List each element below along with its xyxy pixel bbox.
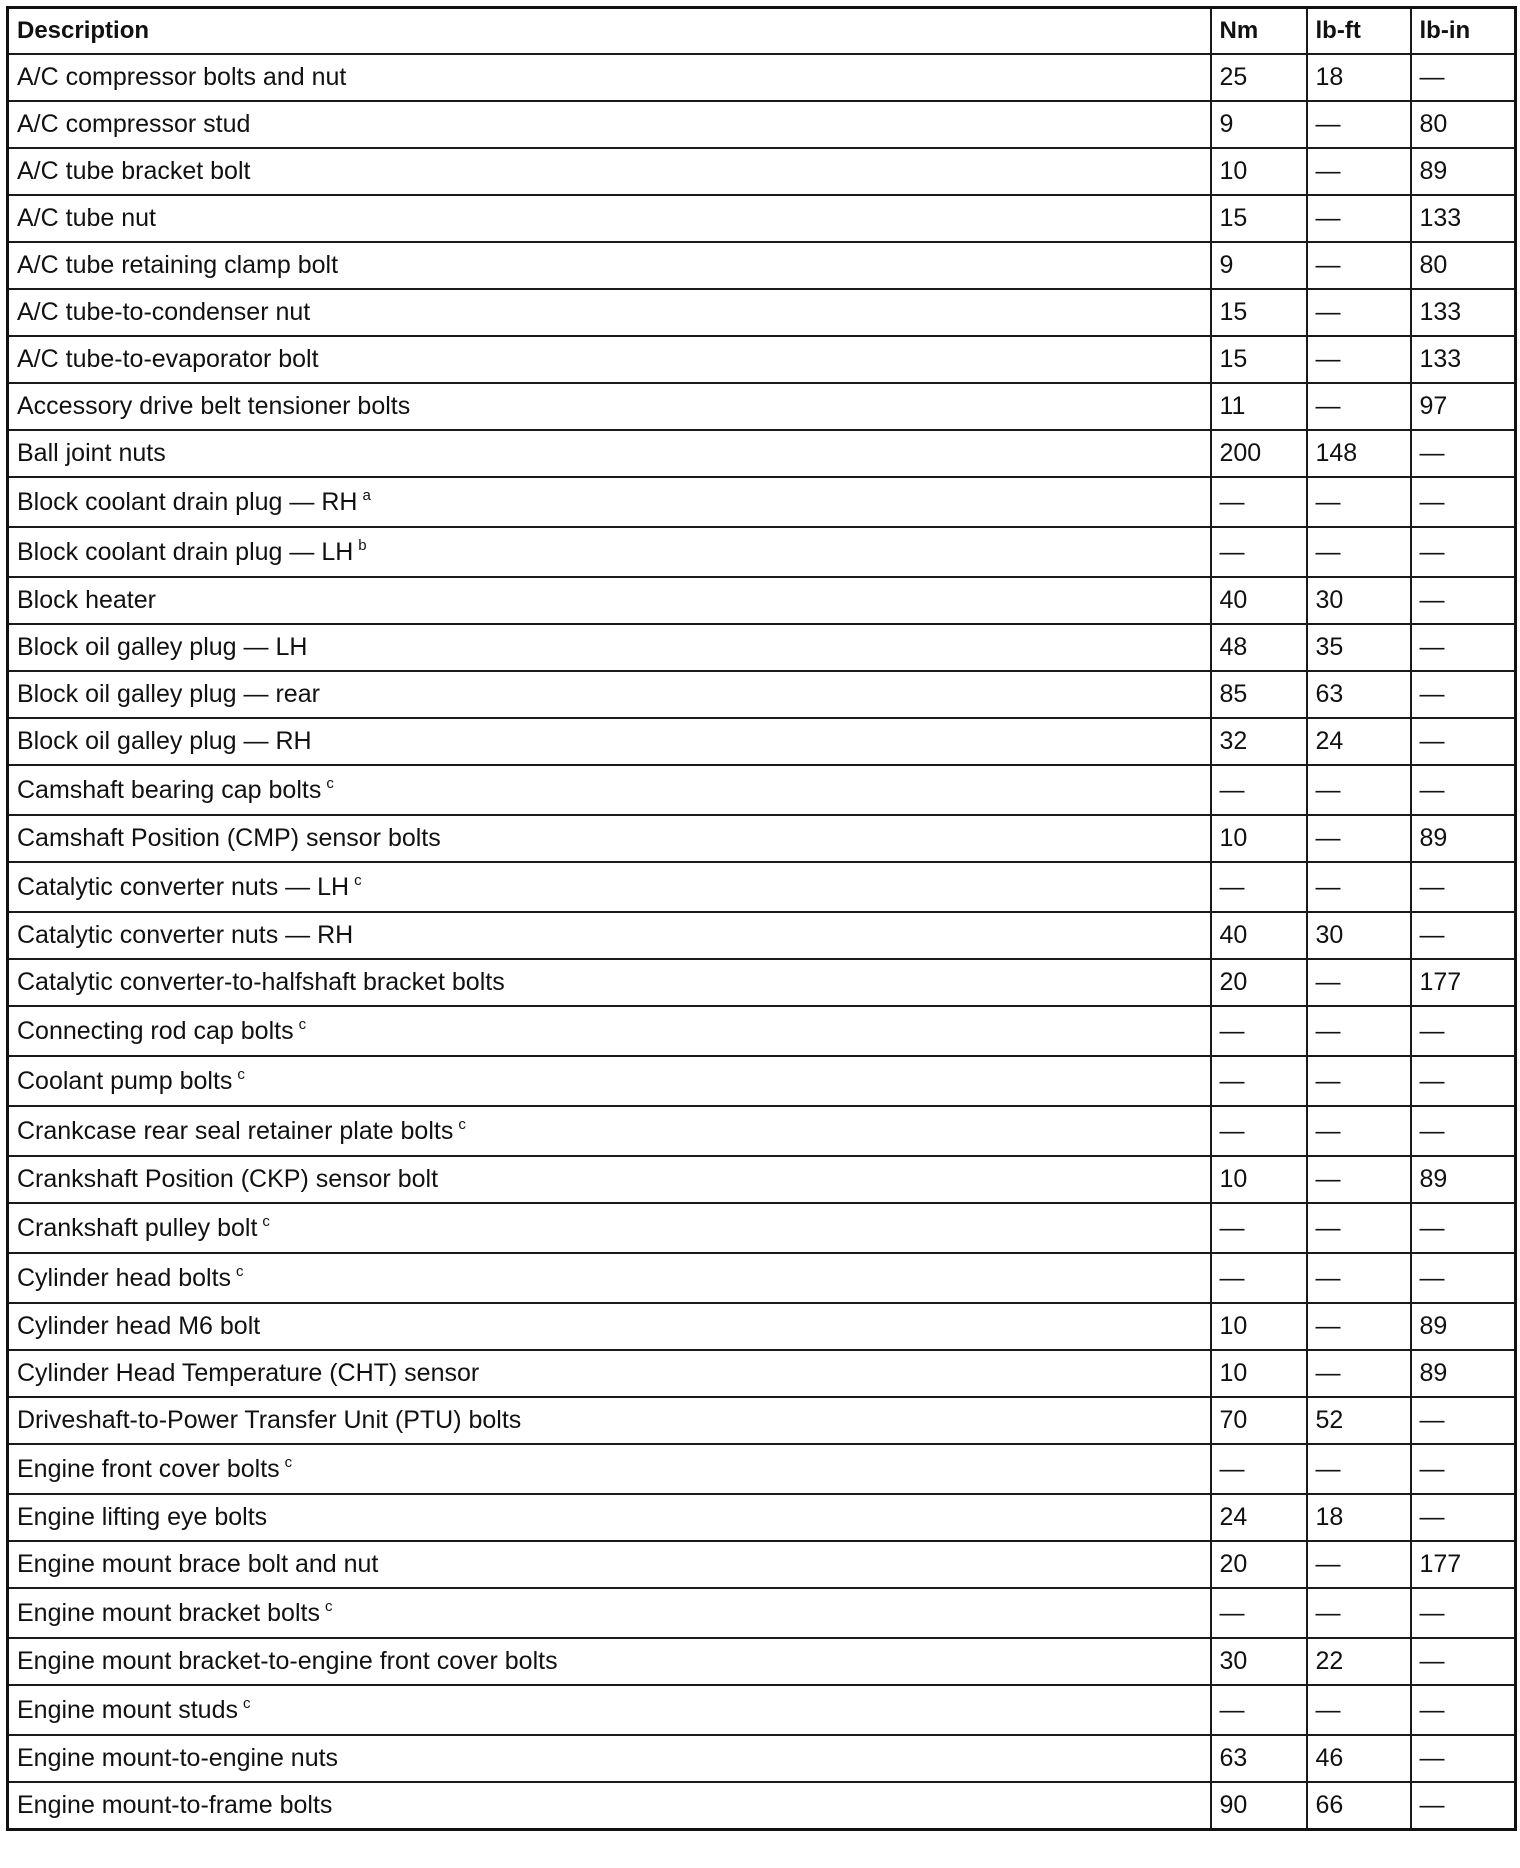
- cell-nm: 200: [1211, 430, 1307, 477]
- cell-lb-ft: —: [1307, 815, 1411, 862]
- table-row: [8, 1494, 1516, 1541]
- table-body: [8, 54, 1516, 1830]
- cell-description: [8, 624, 1211, 671]
- cell-lb-ft: —: [1307, 1541, 1411, 1588]
- cell-description: [8, 477, 1211, 527]
- cell-lb-ft: —: [1307, 101, 1411, 148]
- cell-lb-in: 89: [1411, 148, 1516, 195]
- cell-lb-ft: —: [1307, 1588, 1411, 1638]
- cell-lb-ft: —: [1307, 765, 1411, 815]
- table-row: [8, 1203, 1516, 1253]
- description-text: A/C compressor bolts and nut: [17, 63, 347, 91]
- table-row: [8, 1303, 1516, 1350]
- cell-nm: —: [1211, 765, 1307, 815]
- table-row: [8, 1782, 1516, 1830]
- cell-lb-ft: 18: [1307, 54, 1411, 101]
- description-text: Engine lifting eye bolts: [17, 1503, 268, 1531]
- torque-spec-table: [6, 6, 1517, 1831]
- cell-nm: 32: [1211, 718, 1307, 765]
- table-row: [8, 1253, 1516, 1303]
- cell-lb-in: —: [1411, 1203, 1516, 1253]
- cell-description: [8, 1397, 1211, 1444]
- cell-lb-ft: 18: [1307, 1494, 1411, 1541]
- cell-description: [8, 1685, 1211, 1735]
- description-text: Ball joint nuts: [17, 439, 166, 467]
- header-lb-ft: lb-ft: [1307, 8, 1411, 55]
- cell-lb-in: —: [1411, 54, 1516, 101]
- cell-description: [8, 1203, 1211, 1253]
- footnote-marker: c: [324, 1598, 333, 1615]
- cell-nm: 24: [1211, 1494, 1307, 1541]
- cell-nm: 10: [1211, 815, 1307, 862]
- cell-nm: —: [1211, 1006, 1307, 1056]
- cell-lb-ft: —: [1307, 336, 1411, 383]
- cell-lb-ft: 30: [1307, 912, 1411, 959]
- description-text: Accessory drive belt tensioner bolts: [17, 392, 411, 420]
- cell-lb-in: 89: [1411, 1350, 1516, 1397]
- header-description: Description: [8, 8, 1211, 55]
- cell-lb-in: —: [1411, 577, 1516, 624]
- table-row: [8, 1444, 1516, 1494]
- cell-lb-ft: —: [1307, 242, 1411, 289]
- table-row: [8, 624, 1516, 671]
- cell-nm: 40: [1211, 912, 1307, 959]
- cell-lb-in: —: [1411, 477, 1516, 527]
- cell-nm: —: [1211, 477, 1307, 527]
- cell-lb-ft: —: [1307, 1056, 1411, 1106]
- cell-nm: 15: [1211, 195, 1307, 242]
- cell-nm: 48: [1211, 624, 1307, 671]
- cell-nm: 10: [1211, 1350, 1307, 1397]
- description-text: Engine mount-to-engine nuts: [17, 1744, 339, 1772]
- description-text: Engine mount-to-frame bolts: [17, 1791, 333, 1819]
- description-text: Crankshaft pulley bolt: [17, 1214, 258, 1242]
- cell-nm: 20: [1211, 1541, 1307, 1588]
- cell-description: [8, 959, 1211, 1006]
- cell-lb-in: 133: [1411, 289, 1516, 336]
- cell-lb-ft: 46: [1307, 1735, 1411, 1782]
- cell-nm: —: [1211, 1056, 1307, 1106]
- cell-lb-ft: —: [1307, 1444, 1411, 1494]
- cell-lb-ft: —: [1307, 148, 1411, 195]
- cell-lb-in: 177: [1411, 959, 1516, 1006]
- cell-nm: —: [1211, 527, 1307, 577]
- cell-lb-ft: —: [1307, 1303, 1411, 1350]
- cell-lb-ft: —: [1307, 959, 1411, 1006]
- table-row: [8, 289, 1516, 336]
- torque-spec-table-container: [6, 6, 1514, 1831]
- description-text: A/C tube-to-evaporator bolt: [17, 345, 319, 373]
- cell-lb-in: —: [1411, 1494, 1516, 1541]
- cell-lb-ft: 66: [1307, 1782, 1411, 1830]
- cell-nm: 90: [1211, 1782, 1307, 1830]
- cell-lb-in: —: [1411, 1782, 1516, 1830]
- cell-nm: 85: [1211, 671, 1307, 718]
- cell-description: [8, 148, 1211, 195]
- cell-lb-in: —: [1411, 912, 1516, 959]
- cell-lb-in: 97: [1411, 383, 1516, 430]
- description-text: A/C tube bracket bolt: [17, 157, 251, 185]
- cell-description: [8, 1444, 1211, 1494]
- cell-lb-in: 80: [1411, 242, 1516, 289]
- cell-lb-in: —: [1411, 1056, 1516, 1106]
- cell-lb-ft: 52: [1307, 1397, 1411, 1444]
- table-row: [8, 195, 1516, 242]
- cell-lb-in: —: [1411, 671, 1516, 718]
- description-text: Block oil galley plug — RH: [17, 727, 312, 755]
- cell-lb-ft: —: [1307, 527, 1411, 577]
- cell-nm: —: [1211, 1444, 1307, 1494]
- cell-nm: 30: [1211, 1638, 1307, 1685]
- description-text: Cylinder head M6 bolt: [17, 1312, 261, 1340]
- cell-description: [8, 1350, 1211, 1397]
- table-row: [8, 242, 1516, 289]
- cell-nm: —: [1211, 1685, 1307, 1735]
- cell-description: [8, 430, 1211, 477]
- cell-nm: 9: [1211, 101, 1307, 148]
- table-row: [8, 477, 1516, 527]
- table-row: [8, 912, 1516, 959]
- table-row: [8, 383, 1516, 430]
- footnote-marker: a: [362, 487, 371, 504]
- cell-nm: 9: [1211, 242, 1307, 289]
- table-row: [8, 1588, 1516, 1638]
- cell-nm: —: [1211, 862, 1307, 912]
- footnote-marker: c: [298, 1016, 307, 1033]
- footnote-marker: c: [284, 1454, 293, 1471]
- description-text: Block oil galley plug — LH: [17, 633, 308, 661]
- cell-lb-ft: —: [1307, 1106, 1411, 1156]
- cell-description: [8, 1588, 1211, 1638]
- cell-lb-ft: 24: [1307, 718, 1411, 765]
- cell-lb-in: —: [1411, 1638, 1516, 1685]
- cell-description: [8, 383, 1211, 430]
- footnote-marker: c: [242, 1695, 251, 1712]
- cell-lb-in: 80: [1411, 101, 1516, 148]
- cell-lb-ft: —: [1307, 383, 1411, 430]
- cell-description: [8, 195, 1211, 242]
- table-row: [8, 718, 1516, 765]
- header-nm: Nm: [1211, 8, 1307, 55]
- footnote-marker: c: [458, 1116, 466, 1133]
- cell-lb-in: —: [1411, 862, 1516, 912]
- description-text: Block oil galley plug — rear: [17, 680, 320, 708]
- cell-nm: 63: [1211, 1735, 1307, 1782]
- cell-description: [8, 289, 1211, 336]
- description-text: Block heater: [17, 586, 156, 614]
- description-text: Camshaft Position (CMP) sensor bolts: [17, 824, 441, 852]
- cell-lb-in: —: [1411, 1253, 1516, 1303]
- cell-lb-ft: —: [1307, 1156, 1411, 1203]
- cell-nm: 70: [1211, 1397, 1307, 1444]
- description-text: Block coolant drain plug — RH: [17, 488, 358, 516]
- cell-nm: 40: [1211, 577, 1307, 624]
- cell-lb-ft: —: [1307, 195, 1411, 242]
- cell-description: [8, 101, 1211, 148]
- description-text: Catalytic converter nuts — RH: [17, 921, 354, 949]
- cell-lb-ft: 30: [1307, 577, 1411, 624]
- description-text: A/C tube nut: [17, 204, 156, 232]
- description-text: A/C tube-to-condenser nut: [17, 298, 311, 326]
- table-row: [8, 1156, 1516, 1203]
- cell-lb-ft: 22: [1307, 1638, 1411, 1685]
- cell-lb-in: —: [1411, 624, 1516, 671]
- table-row: [8, 577, 1516, 624]
- description-text: Engine mount brace bolt and nut: [17, 1550, 379, 1578]
- cell-lb-ft: —: [1307, 1006, 1411, 1056]
- cell-nm: 15: [1211, 289, 1307, 336]
- description-text: Cylinder Head Temperature (CHT) sensor: [17, 1359, 480, 1387]
- cell-nm: 25: [1211, 54, 1307, 101]
- cell-lb-in: 89: [1411, 1303, 1516, 1350]
- cell-nm: 10: [1211, 1156, 1307, 1203]
- cell-description: [8, 1735, 1211, 1782]
- cell-lb-in: —: [1411, 430, 1516, 477]
- cell-description: [8, 1253, 1211, 1303]
- cell-lb-in: —: [1411, 1006, 1516, 1056]
- cell-lb-ft: —: [1307, 289, 1411, 336]
- description-text: Engine mount studs: [17, 1696, 238, 1724]
- description-text: Catalytic converter nuts — LH: [17, 873, 350, 901]
- table-row: [8, 765, 1516, 815]
- cell-nm: 10: [1211, 148, 1307, 195]
- cell-lb-in: —: [1411, 1588, 1516, 1638]
- table-row: [8, 815, 1516, 862]
- cell-lb-in: —: [1411, 1685, 1516, 1735]
- table-row: [8, 430, 1516, 477]
- cell-description: [8, 1638, 1211, 1685]
- cell-lb-in: 133: [1411, 195, 1516, 242]
- description-text: Driveshaft-to-Power Transfer Unit (PTU) bolts: [17, 1406, 522, 1434]
- table-row: [8, 1056, 1516, 1106]
- table-row: [8, 1685, 1516, 1735]
- cell-lb-ft: —: [1307, 1253, 1411, 1303]
- table-row: [8, 671, 1516, 718]
- cell-description: [8, 1156, 1211, 1203]
- cell-nm: —: [1211, 1106, 1307, 1156]
- cell-lb-in: 133: [1411, 336, 1516, 383]
- cell-nm: 10: [1211, 1303, 1307, 1350]
- cell-lb-in: 89: [1411, 1156, 1516, 1203]
- table-row: [8, 148, 1516, 195]
- table-row: [8, 54, 1516, 101]
- cell-description: [8, 1056, 1211, 1106]
- table-row: [8, 1006, 1516, 1056]
- cell-nm: 20: [1211, 959, 1307, 1006]
- cell-lb-ft: —: [1307, 1685, 1411, 1735]
- cell-description: [8, 912, 1211, 959]
- table-row: [8, 336, 1516, 383]
- cell-lb-in: —: [1411, 1444, 1516, 1494]
- cell-description: [8, 1106, 1211, 1156]
- cell-nm: 15: [1211, 336, 1307, 383]
- description-text: Block coolant drain plug — LH: [17, 538, 354, 566]
- table-row: [8, 101, 1516, 148]
- cell-lb-ft: 148: [1307, 430, 1411, 477]
- table-row: [8, 1541, 1516, 1588]
- footnote-marker: c: [262, 1213, 270, 1230]
- description-text: Catalytic converter-to-halfshaft bracket bolts: [17, 968, 505, 996]
- cell-description: [8, 718, 1211, 765]
- cell-description: [8, 671, 1211, 718]
- cell-lb-in: —: [1411, 1397, 1516, 1444]
- footnote-marker: c: [236, 1263, 244, 1280]
- description-text: Coolant pump bolts: [17, 1067, 233, 1095]
- cell-lb-ft: —: [1307, 862, 1411, 912]
- cell-nm: —: [1211, 1203, 1307, 1253]
- header-lb-in: lb-in: [1411, 8, 1516, 55]
- cell-description: [8, 1494, 1211, 1541]
- cell-description: [8, 336, 1211, 383]
- footnote-marker: b: [358, 537, 367, 554]
- cell-nm: —: [1211, 1588, 1307, 1638]
- cell-description: [8, 1303, 1211, 1350]
- cell-lb-in: —: [1411, 765, 1516, 815]
- footnote-marker: c: [354, 872, 362, 889]
- cell-lb-ft: —: [1307, 1203, 1411, 1253]
- cell-description: [8, 1541, 1211, 1588]
- cell-lb-ft: 35: [1307, 624, 1411, 671]
- cell-lb-in: —: [1411, 1106, 1516, 1156]
- description-text: A/C compressor stud: [17, 110, 251, 138]
- description-text: Cylinder head bolts: [17, 1264, 232, 1292]
- cell-lb-in: —: [1411, 1735, 1516, 1782]
- description-text: Connecting rod cap bolts: [17, 1017, 294, 1045]
- header-row: [8, 8, 1516, 55]
- cell-lb-ft: —: [1307, 1350, 1411, 1397]
- cell-description: [8, 242, 1211, 289]
- cell-nm: 11: [1211, 383, 1307, 430]
- description-text: Engine mount bracket bolts: [17, 1599, 320, 1627]
- description-text: A/C tube retaining clamp bolt: [17, 251, 339, 279]
- table-row: [8, 1350, 1516, 1397]
- table-row: [8, 1397, 1516, 1444]
- cell-lb-in: 89: [1411, 815, 1516, 862]
- cell-lb-ft: —: [1307, 477, 1411, 527]
- cell-description: [8, 1782, 1211, 1830]
- footnote-marker: c: [326, 775, 334, 792]
- cell-lb-in: —: [1411, 527, 1516, 577]
- table-row: [8, 862, 1516, 912]
- cell-lb-in: —: [1411, 718, 1516, 765]
- table-row: [8, 527, 1516, 577]
- table-row: [8, 1735, 1516, 1782]
- cell-lb-in: 177: [1411, 1541, 1516, 1588]
- cell-description: [8, 765, 1211, 815]
- description-text: Camshaft bearing cap bolts: [17, 776, 322, 804]
- cell-lb-ft: 63: [1307, 671, 1411, 718]
- footnote-marker: c: [237, 1066, 245, 1083]
- cell-description: [8, 54, 1211, 101]
- cell-description: [8, 1006, 1211, 1056]
- table-row: [8, 1638, 1516, 1685]
- description-text: Crankshaft Position (CKP) sensor bolt: [17, 1165, 439, 1193]
- description-text: Crankcase rear seal retainer plate bolts: [17, 1117, 454, 1145]
- cell-description: [8, 815, 1211, 862]
- table-row: [8, 959, 1516, 1006]
- description-text: Engine mount bracket-to-engine front cover bolts: [17, 1647, 558, 1675]
- cell-description: [8, 527, 1211, 577]
- table-row: [8, 1106, 1516, 1156]
- cell-nm: —: [1211, 1253, 1307, 1303]
- description-text: Engine front cover bolts: [17, 1455, 280, 1483]
- table-header: [8, 8, 1516, 55]
- cell-description: [8, 862, 1211, 912]
- cell-description: [8, 577, 1211, 624]
